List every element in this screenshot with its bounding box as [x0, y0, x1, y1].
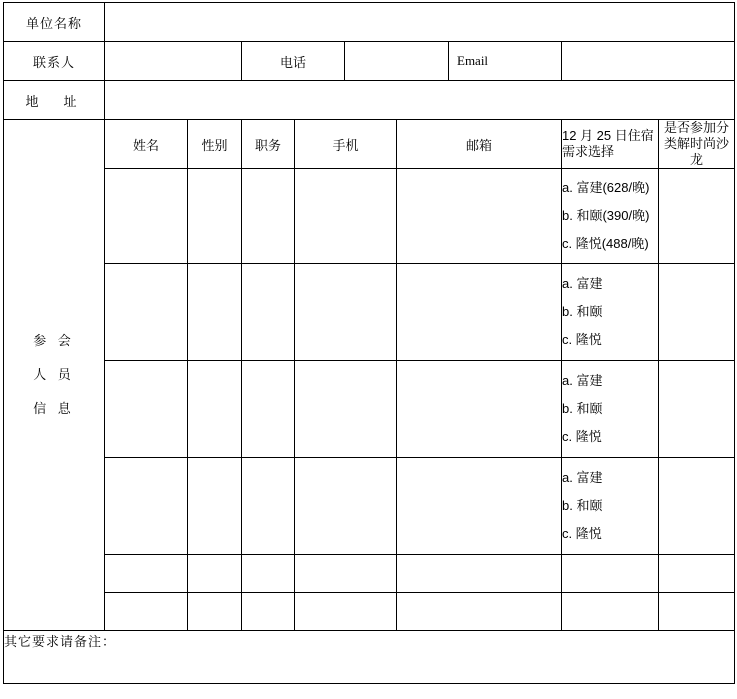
- participant-gender-3[interactable]: [188, 361, 242, 458]
- participant-gender-1[interactable]: [188, 169, 242, 264]
- hotel-option-b-4[interactable]: b. 和颐: [562, 498, 603, 513]
- participant-email-2[interactable]: [397, 264, 562, 361]
- column-header-hotel-choice: 12 月 25 日住宿需求选择: [562, 120, 659, 169]
- participant-gender-5[interactable]: [188, 555, 242, 593]
- participant-salon-6[interactable]: [659, 593, 735, 631]
- email-input[interactable]: [562, 42, 735, 81]
- participant-name-6[interactable]: [105, 593, 188, 631]
- hotel-option-c-2[interactable]: c. 隆悦: [562, 332, 602, 347]
- participant-email-5[interactable]: [397, 555, 562, 593]
- phone-label: 电话: [242, 42, 345, 81]
- registration-form-page: [0, 2, 737, 699]
- participant-hotel-options-3[interactable]: [562, 361, 659, 458]
- participant-gender-4[interactable]: [188, 458, 242, 555]
- table-row-contact: [4, 42, 735, 81]
- participant-title-4[interactable]: [242, 458, 295, 555]
- participant-salon-1[interactable]: [659, 169, 735, 264]
- table-header-row: [4, 120, 735, 169]
- hotel-option-c-3[interactable]: c. 隆悦: [562, 429, 602, 444]
- unit-name-input[interactable]: [105, 3, 735, 42]
- participant-hotel-options-6[interactable]: [562, 593, 659, 631]
- contact-input[interactable]: [105, 42, 242, 81]
- other-requirements-label[interactable]: 其它要求请备注：: [4, 631, 735, 684]
- participant-title-2[interactable]: [242, 264, 295, 361]
- hotel-option-b-3[interactable]: b. 和颐: [562, 401, 603, 416]
- participant-hotel-options-4[interactable]: [562, 458, 659, 555]
- hotel-option-c-4[interactable]: c. 隆悦: [562, 526, 602, 541]
- table-row-participant-5: [4, 555, 735, 593]
- participant-mobile-5[interactable]: [295, 555, 397, 593]
- contact-label: 联系人: [4, 42, 105, 81]
- participant-email-1[interactable]: [397, 169, 562, 264]
- participant-gender-6[interactable]: [188, 593, 242, 631]
- column-header-gender: 性别: [188, 120, 242, 169]
- registration-form-table: [3, 2, 735, 684]
- participant-name-1[interactable]: [105, 169, 188, 264]
- participant-email-3[interactable]: [397, 361, 562, 458]
- participant-hotel-options-2[interactable]: [562, 264, 659, 361]
- participant-title-1[interactable]: [242, 169, 295, 264]
- participant-name-5[interactable]: [105, 555, 188, 593]
- table-row-participant-2: [4, 264, 735, 361]
- hotel-option-c-1[interactable]: c. 隆悦(488/晚): [562, 236, 649, 251]
- participant-email-6[interactable]: [397, 593, 562, 631]
- participant-mobile-6[interactable]: [295, 593, 397, 631]
- table-row-address: [4, 81, 735, 120]
- column-header-mobile: 手机: [295, 120, 397, 169]
- table-row-unit-name: [4, 3, 735, 42]
- table-row-participant-6: [4, 593, 735, 631]
- hotel-option-b-2[interactable]: b. 和颐: [562, 304, 603, 319]
- hotel-option-a-2[interactable]: a. 富建: [562, 276, 603, 291]
- participant-title-6[interactable]: [242, 593, 295, 631]
- section-label-line-1: 参 会: [33, 333, 75, 348]
- participant-title-3[interactable]: [242, 361, 295, 458]
- table-row-participant-4: [4, 458, 735, 555]
- participant-hotel-options-1[interactable]: [562, 169, 659, 264]
- address-input[interactable]: [105, 81, 735, 120]
- hotel-option-a-3[interactable]: a. 富建: [562, 373, 603, 388]
- participant-salon-3[interactable]: [659, 361, 735, 458]
- participant-mobile-1[interactable]: [295, 169, 397, 264]
- participant-salon-5[interactable]: [659, 555, 735, 593]
- table-row-other-requirements: [4, 631, 735, 684]
- column-header-salon: 是否参加分类解时尚沙龙: [659, 120, 735, 169]
- participant-mobile-2[interactable]: [295, 264, 397, 361]
- phone-input[interactable]: [345, 42, 449, 81]
- table-row-participant-3: [4, 361, 735, 458]
- participant-salon-2[interactable]: [659, 264, 735, 361]
- participant-hotel-options-5[interactable]: [562, 555, 659, 593]
- unit-name-label: 单位名称: [4, 3, 105, 42]
- participant-gender-2[interactable]: [188, 264, 242, 361]
- hotel-option-a-4[interactable]: a. 富建: [562, 470, 603, 485]
- participant-name-2[interactable]: [105, 264, 188, 361]
- participant-mobile-4[interactable]: [295, 458, 397, 555]
- column-header-title: 职务: [242, 120, 295, 169]
- participant-title-5[interactable]: [242, 555, 295, 593]
- address-label: 地 址: [4, 81, 105, 120]
- hotel-option-a-1[interactable]: a. 富建(628/晚): [562, 180, 650, 195]
- participant-salon-4[interactable]: [659, 458, 735, 555]
- participant-name-3[interactable]: [105, 361, 188, 458]
- participant-email-4[interactable]: [397, 458, 562, 555]
- section-label-participant-info: [4, 120, 105, 631]
- email-label: Email: [449, 42, 562, 81]
- hotel-option-b-1[interactable]: b. 和颐(390/晚): [562, 208, 650, 223]
- column-header-email: 邮箱: [397, 120, 562, 169]
- section-label-line-2: 人 员: [33, 367, 75, 382]
- section-label-line-3: 信 息: [33, 401, 75, 416]
- participant-name-4[interactable]: [105, 458, 188, 555]
- participant-mobile-3[interactable]: [295, 361, 397, 458]
- column-header-name: 姓名: [105, 120, 188, 169]
- table-row-participant-1: [4, 169, 735, 264]
